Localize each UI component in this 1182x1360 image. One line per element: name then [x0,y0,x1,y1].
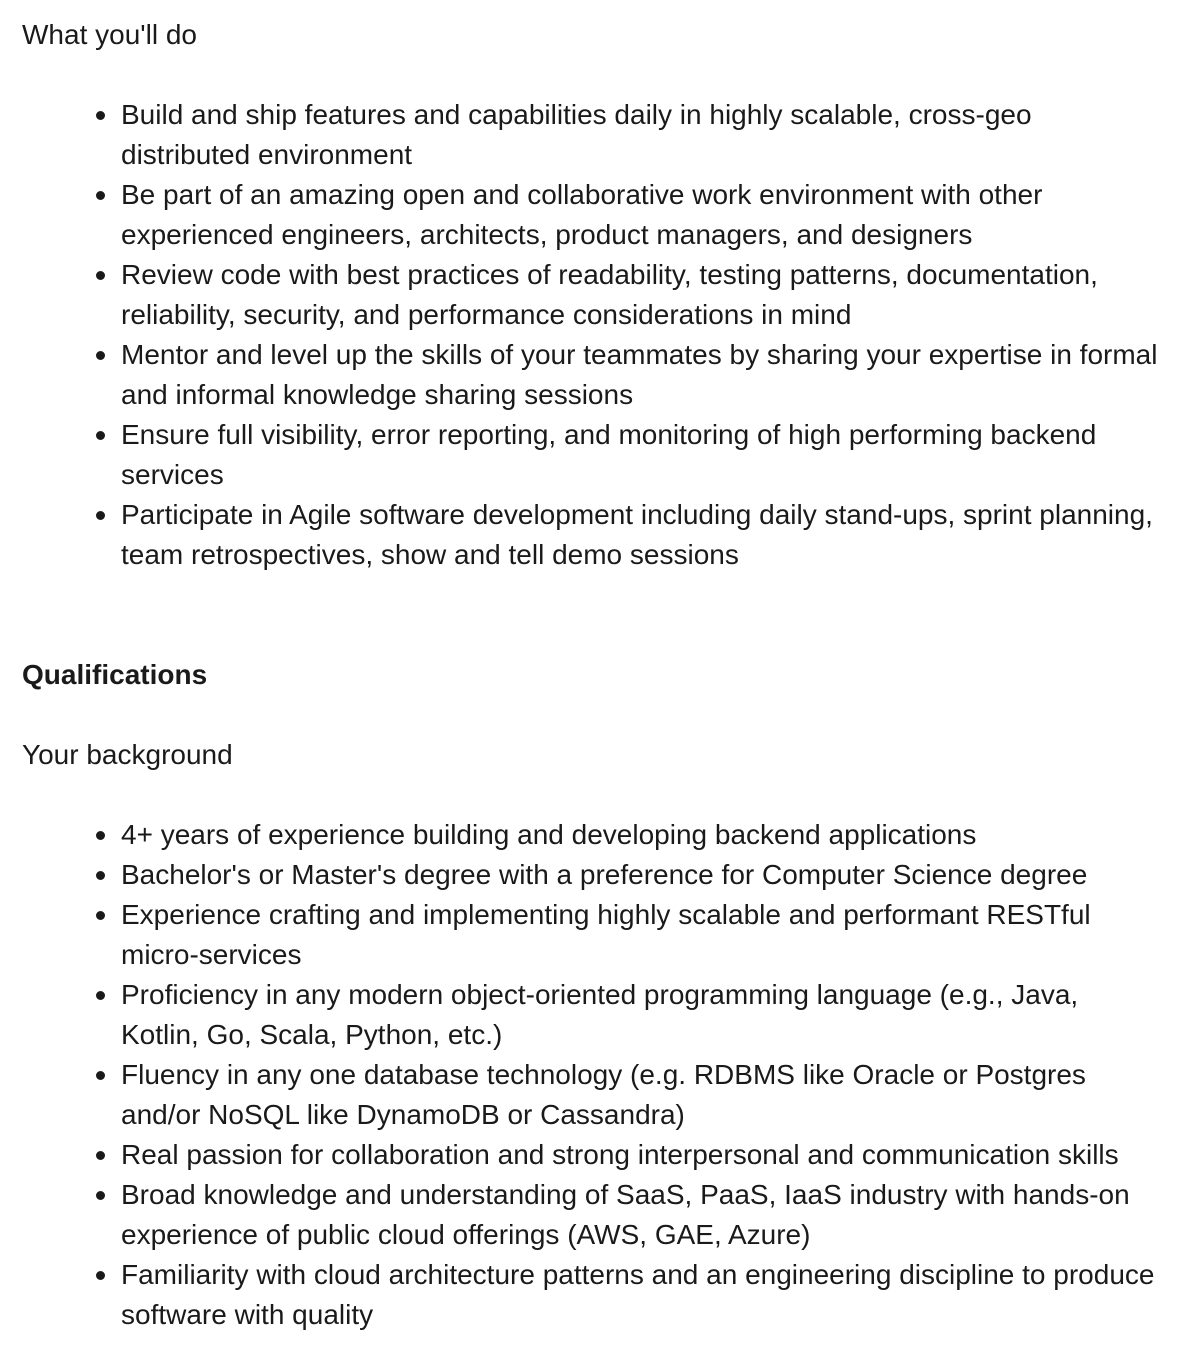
bullet-icon [96,871,105,880]
spacer [22,695,1160,735]
bullet-icon [96,271,105,280]
bullet-icon [96,1071,105,1080]
list-item [121,1255,1160,1335]
spacer [22,775,1160,815]
list-item [121,335,1160,415]
list-item [121,895,1160,975]
bullet-icon [96,111,105,120]
list-item-text: 4+ years of experience building and developing backend applications [121,819,977,850]
list-item [121,855,1160,895]
background-intro: Your background [22,739,233,770]
spacer [22,575,1160,655]
list-item [121,815,1160,855]
responsibilities-list [22,95,1160,575]
list-item [121,495,1160,575]
bullet-icon [96,831,105,840]
bullet-icon [96,191,105,200]
list-item [121,175,1160,255]
list-item-text: Proficiency in any modern object-oriented programming language (e.g., Java, Kotlin, Go, Scala, Python, etc.) [121,979,1079,1050]
bullet-icon [96,1191,105,1200]
list-item-text: Real passion for collaboration and strong interpersonal and communication skills [121,1139,1119,1170]
bullet-icon [96,351,105,360]
list-item-text: Review code with best practices of readability, testing patterns, documentation, reliability, security, and performance considerations in mind [121,259,1098,330]
list-item-text: Participate in Agile software development including daily stand-ups, sprint planning, team retrospectives, show and tell demo sessions [121,499,1153,570]
list-item [121,255,1160,335]
list-item-text: Fluency in any one database technology (e.g. RDBMS like Oracle or Postgres and/or NoSQL like DynamoDB or Cassandra) [121,1059,1086,1130]
spacer [22,55,1160,95]
list-item-text: Ensure full visibility, error reporting, and monitoring of high performing backend services [121,419,1097,490]
list-item [121,1055,1160,1135]
list-item [121,95,1160,175]
list-item-text: Familiarity with cloud architecture patterns and an engineering discipline to produce software with quality [121,1259,1155,1330]
list-item-text: Be part of an amazing open and collaborative work environment with other experienced engineers, architects, product managers, and designers [121,179,1043,250]
bullet-icon [96,1271,105,1280]
what-youll-do-intro: What you'll do [22,19,197,50]
list-item-text: Broad knowledge and understanding of SaaS, PaaS, IaaS industry with hands-on experience of public cloud offerings (AWS, GAE, Azure) [121,1179,1130,1250]
list-item [121,975,1160,1055]
qualifications-heading: Qualifications [22,659,208,690]
list-item [121,1135,1160,1175]
list-item-text: Build and ship features and capabilities daily in highly scalable, cross-geo distributed environment [121,99,1032,170]
bullet-icon [96,511,105,520]
bullet-icon [96,431,105,440]
list-item [121,415,1160,495]
bullet-icon [96,911,105,920]
list-item-text: Bachelor's or Master's degree with a preference for Computer Science degree [121,859,1088,890]
list-item-text: Experience crafting and implementing highly scalable and performant RESTful micro-services [121,899,1091,970]
list-item-text: Mentor and level up the skills of your teammates by sharing your expertise in formal and informal knowledge sharing sessions [121,339,1158,410]
bullet-icon [96,991,105,1000]
qualifications-list [22,815,1160,1335]
bullet-icon [96,1151,105,1160]
list-item [121,1175,1160,1255]
